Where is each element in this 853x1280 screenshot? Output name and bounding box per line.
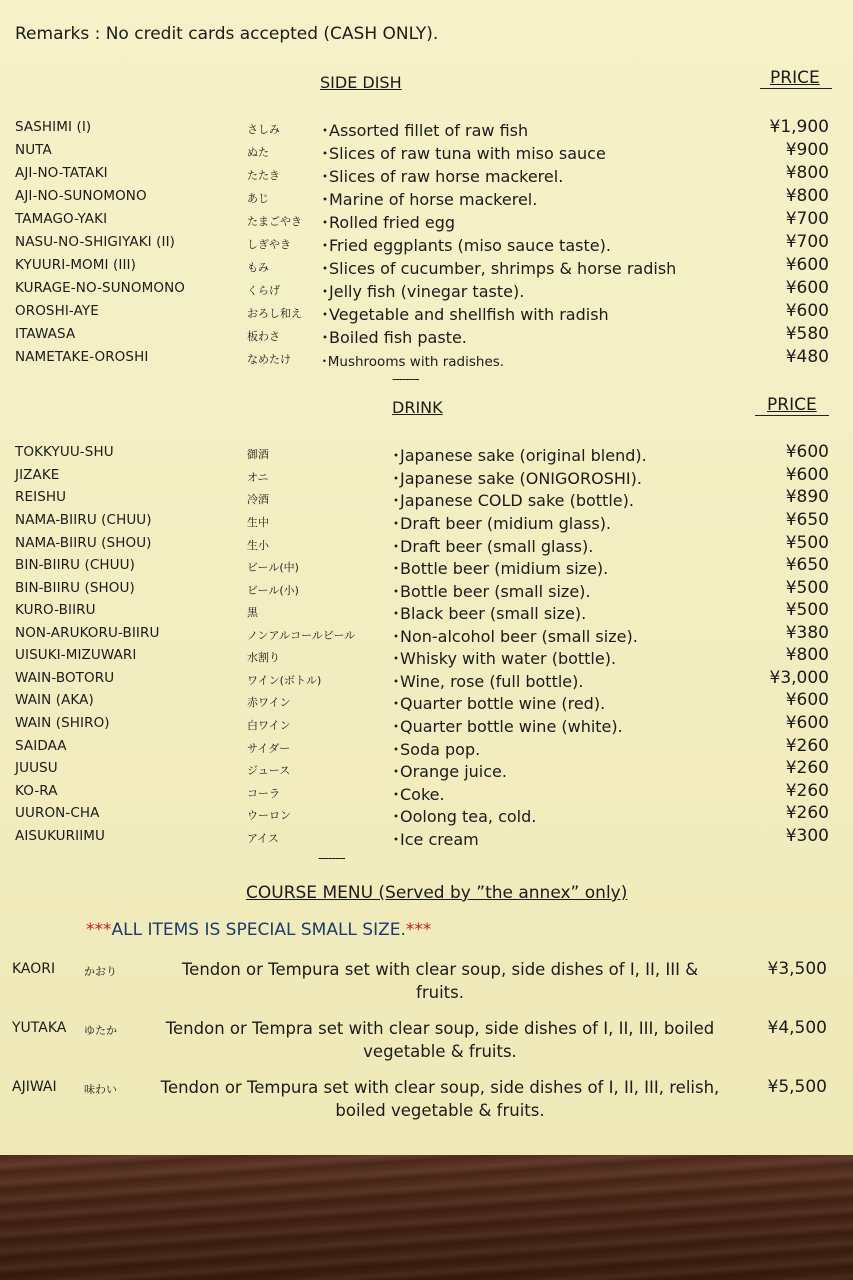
item-name: WAIN (SHIRO) (15, 715, 110, 731)
course-item (0, 1079, 853, 1127)
item-name: UISUKI-MIZUWARI (15, 647, 137, 663)
item-description: ･Draft beer (midium glass). (392, 514, 612, 533)
course-name: YUTAKA (12, 1020, 67, 1036)
item-name: TOKKYUU-SHU (15, 444, 114, 460)
item-description: ･Mushrooms with radishes. (321, 354, 505, 370)
item-name: AISUKURIIMU (15, 828, 106, 844)
item-price: ¥580 (785, 324, 829, 344)
menu-item (0, 715, 853, 737)
item-description: ･Japanese sake (ONIGOROSHI). (392, 469, 642, 488)
price-underline (760, 88, 832, 89)
item-japanese: ビール(小) (247, 584, 299, 597)
menu-item (0, 165, 853, 187)
section-separator: -------- (318, 851, 345, 865)
item-price: ¥260 (785, 803, 829, 823)
item-japanese: くらげ (247, 284, 280, 297)
item-description: ･Oolong tea, cold. (392, 807, 537, 826)
course-item (0, 961, 853, 1009)
price-underline (755, 415, 829, 416)
item-price: ¥500 (785, 578, 829, 598)
course-menu-heading: COURSE MENU (Served by ”the annex” only) (246, 883, 628, 903)
course-name: AJIWAI (12, 1079, 57, 1095)
item-price: ¥700 (785, 232, 829, 252)
item-name: KURAGE-NO-SUNOMONO (15, 280, 186, 296)
menu-item (0, 738, 853, 760)
menu-item (0, 557, 853, 579)
course-japanese: かおり (84, 965, 117, 978)
item-name: NON-ARUKORU-BIIRU (15, 625, 160, 641)
item-japanese: なめたけ (247, 353, 291, 366)
item-description: ･Slices of raw tuna with miso sauce (321, 144, 606, 163)
item-name: SASHIMI (I) (15, 119, 92, 135)
item-name: REISHU (15, 489, 67, 505)
item-japanese: オニ (247, 471, 269, 484)
item-name: TAMAGO-YAKI (15, 211, 108, 227)
course-description: Tendon or Tempra set with clear soup, side dishes of I, II, III, boiled vegetable & fruits. (165, 1019, 715, 1061)
menu-item (0, 535, 853, 557)
course-japanese: ゆたか (84, 1024, 117, 1037)
item-description: ･Japanese COLD sake (bottle). (392, 491, 634, 510)
menu-item (0, 602, 853, 624)
item-japanese: ぬた (247, 146, 269, 159)
menu-item (0, 188, 853, 210)
item-name: NASU-NO-SHIGIYAKI (II) (15, 234, 176, 250)
item-description: ･Orange juice. (392, 762, 507, 781)
item-price: ¥500 (785, 600, 829, 620)
item-description: ･Japanese sake (original blend). (392, 446, 647, 465)
item-japanese: ビール(中) (247, 561, 299, 574)
menu-item (0, 805, 853, 827)
item-japanese: おろし和え (247, 307, 302, 320)
item-description: ･Quarter bottle wine (red). (392, 694, 606, 713)
menu-item (0, 783, 853, 805)
course-item (0, 1020, 853, 1068)
item-name: JIZAKE (15, 467, 60, 483)
item-price: ¥650 (785, 555, 829, 575)
menu-item (0, 326, 853, 348)
item-price: ¥650 (785, 510, 829, 530)
item-name: BIN-BIIRU (CHUU) (15, 557, 135, 573)
item-description: ･Ice cream (392, 830, 479, 849)
item-price: ¥300 (785, 826, 829, 846)
item-japanese: あじ (247, 192, 269, 205)
item-description: ･Draft beer (small glass). (392, 537, 594, 556)
item-japanese: コーラ (247, 787, 280, 800)
menu-item (0, 489, 853, 511)
course-price: ¥5,500 (767, 1077, 827, 1097)
menu-item (0, 467, 853, 489)
menu-item (0, 828, 853, 850)
item-description: ･Bottle beer (small size). (392, 582, 591, 601)
menu-item (0, 444, 853, 466)
side-dish-price-heading: PRICE (770, 68, 820, 88)
course-japanese: 味わい (84, 1083, 117, 1096)
item-price: ¥600 (785, 713, 829, 733)
item-japanese: 水割り (247, 651, 280, 664)
item-name: KYUURI-MOMI (III) (15, 257, 136, 273)
item-japanese: ジュース (247, 764, 291, 777)
item-description: ･Slices of raw horse mackerel. (321, 167, 564, 186)
menu-item (0, 760, 853, 782)
item-description: ･Rolled fried egg (321, 213, 456, 232)
menu-item (0, 349, 853, 371)
item-price: ¥600 (785, 278, 829, 298)
item-price: ¥600 (785, 301, 829, 321)
menu-item (0, 234, 853, 256)
menu-item (0, 257, 853, 279)
item-japanese: 冷酒 (247, 493, 269, 506)
item-japanese: 板わさ (247, 330, 280, 343)
item-japanese: 赤ワイン (247, 696, 291, 709)
item-price: ¥600 (785, 442, 829, 462)
item-name: NAMA-BIIRU (SHOU) (15, 535, 152, 551)
item-description: ･Wine, rose (full bottle). (392, 672, 584, 691)
item-price: ¥260 (785, 781, 829, 801)
item-name: NAMETAKE-OROSHI (15, 349, 149, 365)
item-name: UURON-CHA (15, 805, 100, 821)
item-name: ITAWASA (15, 326, 76, 342)
item-description: ･Assorted fillet of raw fish (321, 121, 529, 140)
item-name: WAIN-BOTORU (15, 670, 115, 686)
item-description: ･Boiled fish paste. (321, 328, 467, 347)
course-price: ¥3,500 (767, 959, 827, 979)
side-dish-heading: SIDE DISH (320, 73, 402, 92)
item-price: ¥600 (785, 465, 829, 485)
item-name: KO-RA (15, 783, 58, 799)
item-name: WAIN (AKA) (15, 692, 94, 708)
menu-item (0, 512, 853, 534)
item-price: ¥1,900 (769, 117, 829, 137)
item-japanese: もみ (247, 261, 269, 274)
item-description: ･Quarter bottle wine (white). (392, 717, 623, 736)
item-japanese: 白ワイン (247, 719, 291, 732)
item-japanese: たまごやき (247, 215, 302, 228)
item-japanese: サイダー (247, 742, 291, 755)
menu-item (0, 670, 853, 692)
item-name: SAIDAA (15, 738, 67, 754)
item-japanese: ノンアルコールビール (247, 629, 356, 642)
item-name: AJI-NO-TATAKI (15, 165, 108, 181)
item-description: ･Black beer (small size). (392, 604, 587, 623)
section-separator: -------- (392, 372, 419, 386)
item-name: NAMA-BIIRU (CHUU) (15, 512, 152, 528)
item-japanese: 生小 (247, 539, 269, 552)
menu-item (0, 280, 853, 302)
drink-heading: DRINK (392, 398, 443, 417)
item-japanese: 生中 (247, 516, 269, 529)
course-description: Tendon or Tempura set with clear soup, side dishes of I, II, III & fruits. (181, 960, 699, 1002)
item-name: OROSHI-AYE (15, 303, 99, 319)
item-price: ¥600 (785, 255, 829, 275)
item-japanese: アイス (247, 832, 279, 845)
item-price: ¥500 (785, 533, 829, 553)
menu-item (0, 211, 853, 233)
menu-item (0, 692, 853, 714)
item-description: ･Non-alcohol beer (small size). (392, 627, 638, 646)
item-price: ¥700 (785, 209, 829, 229)
item-price: ¥480 (785, 347, 829, 367)
item-description: ･Bottle beer (midium size). (392, 559, 609, 578)
item-price: ¥800 (785, 645, 829, 665)
item-price: ¥800 (785, 163, 829, 183)
item-japanese: ワイン(ボトル) (247, 674, 322, 687)
note-text: ALL ITEMS IS SPECIAL SMALL SIZE. (111, 920, 406, 940)
item-price: ¥600 (785, 690, 829, 710)
item-price: ¥260 (785, 758, 829, 778)
special-size-note (86, 920, 431, 940)
item-name: KURO-BIIRU (15, 602, 96, 618)
item-description: ･Fried eggplants (miso sauce taste). (321, 236, 611, 255)
menu-item (0, 625, 853, 647)
note-stars-left: *** (86, 920, 112, 940)
item-name: NUTA (15, 142, 52, 158)
menu-item (0, 142, 853, 164)
remarks-text: Remarks : No credit cards accepted (CASH ONLY). (15, 24, 439, 44)
item-price: ¥380 (785, 623, 829, 643)
item-price: ¥900 (785, 140, 829, 160)
item-name: AJI-NO-SUNOMONO (15, 188, 147, 204)
menu-item (0, 580, 853, 602)
menu-item (0, 303, 853, 325)
item-japanese: 御酒 (247, 448, 269, 461)
item-japanese: たたき (247, 169, 280, 182)
item-price: ¥890 (785, 487, 829, 507)
item-japanese: ウーロン (247, 809, 291, 822)
item-description: ･Jelly fish (vinegar taste). (321, 282, 525, 301)
item-name: BIN-BIIRU (SHOU) (15, 580, 135, 596)
item-description: ･Slices of cucumber, shrimps & horse radish (321, 259, 677, 278)
item-description: ･Whisky with water (bottle). (392, 649, 617, 668)
drink-price-heading: PRICE (767, 395, 817, 415)
item-price: ¥3,000 (769, 668, 829, 688)
item-price: ¥800 (785, 186, 829, 206)
menu-item (0, 647, 853, 669)
item-name: JUUSU (15, 760, 58, 776)
item-japanese: 黒 (247, 606, 258, 619)
item-japanese: さしみ (247, 123, 280, 136)
item-description: ･Vegetable and shellfish with radish (321, 305, 609, 324)
note-stars-right: *** (405, 920, 432, 940)
item-japanese: しぎやき (247, 238, 291, 251)
item-description: ･Marine of horse mackerel. (321, 190, 538, 209)
course-description: Tendon or Tempura set with clear soup, side dishes of I, II, III, relish, boiled vegetable & fruits. (160, 1078, 720, 1120)
course-name: KAORI (12, 961, 56, 977)
item-description: ･Soda pop. (392, 740, 481, 759)
item-description: ･Coke. (392, 785, 445, 804)
item-price: ¥260 (785, 736, 829, 756)
wooden-table (0, 1155, 853, 1280)
menu-item (0, 119, 853, 141)
course-price: ¥4,500 (767, 1018, 827, 1038)
